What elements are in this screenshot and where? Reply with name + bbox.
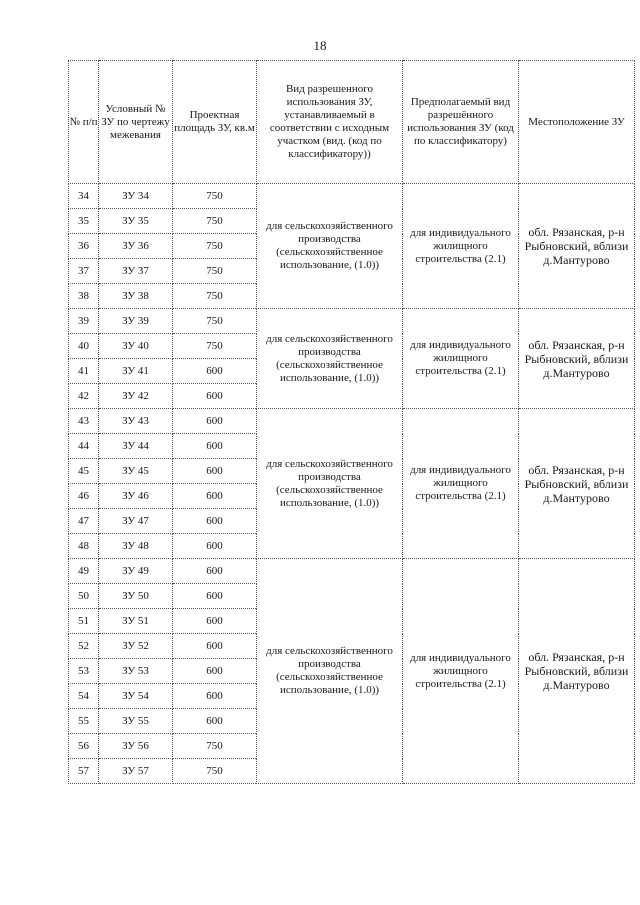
plot-area: 600 (173, 709, 257, 734)
plot-area: 600 (173, 534, 257, 559)
plot-area: 600 (173, 634, 257, 659)
zu-number: ЗУ 55 (99, 709, 173, 734)
header-zu-number: Условный № ЗУ по чертежу межевания (99, 61, 173, 184)
intended-use: для индивидуального жилищного строительства (2.1) (403, 309, 519, 409)
plot-area: 600 (173, 409, 257, 434)
zu-number: ЗУ 44 (99, 434, 173, 459)
location: обл. Рязанская, р-н Рыбновский, вблизи д.Мантурово (519, 184, 635, 309)
table-row (69, 559, 635, 584)
row-number: 44 (69, 434, 99, 459)
zu-number: ЗУ 57 (99, 759, 173, 784)
plot-area: 600 (173, 559, 257, 584)
row-number: 40 (69, 334, 99, 359)
header-location: Местоположение ЗУ (519, 61, 635, 184)
intended-use: для индивидуального жилищного строительства (2.1) (403, 184, 519, 309)
row-number: 45 (69, 459, 99, 484)
row-number: 52 (69, 634, 99, 659)
row-number: 35 (69, 209, 99, 234)
row-number: 47 (69, 509, 99, 534)
table-row (69, 184, 635, 209)
zu-number: ЗУ 54 (99, 684, 173, 709)
plot-area: 750 (173, 209, 257, 234)
plot-area: 750 (173, 184, 257, 209)
zu-number: ЗУ 46 (99, 484, 173, 509)
row-number: 43 (69, 409, 99, 434)
zu-number: ЗУ 50 (99, 584, 173, 609)
zu-number: ЗУ 42 (99, 384, 173, 409)
row-number: 39 (69, 309, 99, 334)
row-number: 49 (69, 559, 99, 584)
plot-area: 600 (173, 434, 257, 459)
table-header-row (69, 61, 635, 184)
page-number: 18 (313, 38, 327, 53)
zu-number: ЗУ 34 (99, 184, 173, 209)
plot-area: 600 (173, 609, 257, 634)
zu-number: ЗУ 37 (99, 259, 173, 284)
intended-use: для индивидуального жилищного строительства (2.1) (403, 559, 519, 784)
zu-number: ЗУ 56 (99, 734, 173, 759)
row-number: 48 (69, 534, 99, 559)
plot-area: 750 (173, 284, 257, 309)
plot-area: 750 (173, 334, 257, 359)
zu-number: ЗУ 43 (99, 409, 173, 434)
row-number: 50 (69, 584, 99, 609)
zu-number: ЗУ 49 (99, 559, 173, 584)
plot-area: 600 (173, 509, 257, 534)
location: обл. Рязанская, р-н Рыбновский, вблизи д.Мантурово (519, 559, 635, 784)
zu-number: ЗУ 52 (99, 634, 173, 659)
zu-number: ЗУ 48 (99, 534, 173, 559)
zu-number: ЗУ 38 (99, 284, 173, 309)
plot-area: 600 (173, 584, 257, 609)
zu-number: ЗУ 47 (99, 509, 173, 534)
row-number: 56 (69, 734, 99, 759)
zu-number: ЗУ 40 (99, 334, 173, 359)
land-plots-table (68, 60, 635, 784)
plot-area: 750 (173, 234, 257, 259)
row-number: 36 (69, 234, 99, 259)
zu-number: ЗУ 51 (99, 609, 173, 634)
row-number: 53 (69, 659, 99, 684)
plot-area: 750 (173, 734, 257, 759)
header-current-use: Вид разрешенного использования ЗУ, устанавливаемый в соответствии с исходным участком (вид. (код по классификатору)) (257, 61, 403, 184)
header-num: № п/п (69, 61, 99, 184)
row-number: 42 (69, 384, 99, 409)
row-number: 38 (69, 284, 99, 309)
plot-area: 600 (173, 384, 257, 409)
zu-number: ЗУ 41 (99, 359, 173, 384)
row-number: 54 (69, 684, 99, 709)
row-number: 41 (69, 359, 99, 384)
plot-area: 600 (173, 659, 257, 684)
location: обл. Рязанская, р-н Рыбновский, вблизи д.Мантурово (519, 409, 635, 559)
plot-area: 600 (173, 359, 257, 384)
table-body (69, 184, 635, 784)
table-row (69, 409, 635, 434)
header-intended-use: Предполагаемый вид разрешённого использования ЗУ (код по классификатору) (403, 61, 519, 184)
plot-area: 600 (173, 459, 257, 484)
table-row (69, 309, 635, 334)
zu-number: ЗУ 45 (99, 459, 173, 484)
row-number: 37 (69, 259, 99, 284)
location: обл. Рязанская, р-н Рыбновский, вблизи д.Мантурово (519, 309, 635, 409)
plot-area: 750 (173, 259, 257, 284)
row-number: 55 (69, 709, 99, 734)
current-use: для сельскохозяйственного производства (сельскохозяйственное использование, (1.0)) (257, 184, 403, 309)
zu-number: ЗУ 36 (99, 234, 173, 259)
row-number: 46 (69, 484, 99, 509)
plot-area: 750 (173, 309, 257, 334)
row-number: 51 (69, 609, 99, 634)
plot-area: 750 (173, 759, 257, 784)
plot-area: 600 (173, 484, 257, 509)
zu-number: ЗУ 53 (99, 659, 173, 684)
row-number: 57 (69, 759, 99, 784)
current-use: для сельскохозяйственного производства (сельскохозяйственное использование, (1.0)) (257, 309, 403, 409)
current-use: для сельскохозяйственного производства (сельскохозяйственное использование, (1.0)) (257, 559, 403, 784)
zu-number: ЗУ 35 (99, 209, 173, 234)
current-use: для сельскохозяйственного производства (сельскохозяйственное использование, (1.0)) (257, 409, 403, 559)
zu-number: ЗУ 39 (99, 309, 173, 334)
row-number: 34 (69, 184, 99, 209)
plot-area: 600 (173, 684, 257, 709)
header-area: Проектная площадь ЗУ, кв.м (173, 61, 257, 184)
intended-use: для индивидуального жилищного строительства (2.1) (403, 409, 519, 559)
